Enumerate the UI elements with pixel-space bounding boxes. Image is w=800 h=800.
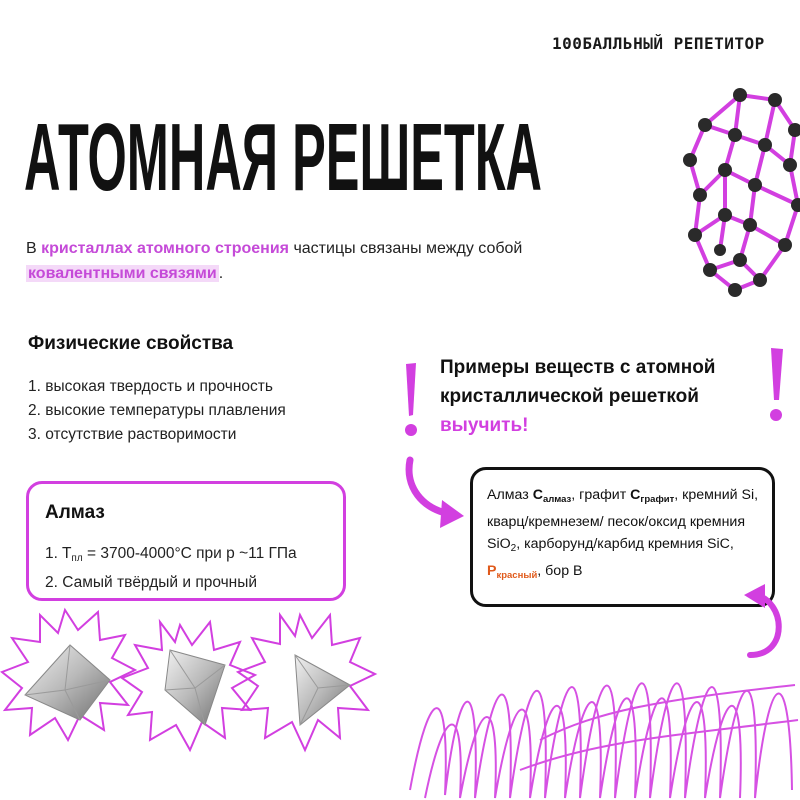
examples-text (487, 484, 767, 587)
melting-symbol: 1. T (45, 545, 72, 562)
ex-carborundum: , карборунд/карбид кремния SiC, (516, 536, 734, 552)
intro-text (26, 236, 546, 286)
brand-logo: 100БАЛЛЬНЫЙ РЕПЕТИТОР (552, 34, 765, 53)
ex-phosphorus-sub: красный (496, 570, 538, 581)
property-item: 2. высокие температуры плавления (28, 402, 286, 419)
diamond-properties (45, 542, 297, 595)
intro-part3: . (218, 265, 224, 282)
diamond-heading: Алмаз (45, 502, 105, 523)
fullerene-molecule-icon (680, 85, 800, 300)
ex-almaz: Алмаз (487, 487, 533, 503)
diamond-card (26, 481, 346, 601)
diamond-item-melting (45, 542, 297, 571)
diamond-3-icon (238, 615, 375, 750)
ex-c1: C (532, 487, 543, 503)
diamond-item-hardness: 2. Самый твёрдый и прочный (45, 574, 258, 591)
diamond-1-icon (2, 610, 135, 740)
ex-silicon: , кремний Si, кварц/кремнезем/ песок/оксид кремния SiO (487, 487, 759, 552)
examples-heading-text: Примеры веществ с атомной кристаллической решеткой (440, 357, 716, 407)
page-title (24, 96, 544, 200)
examples-heading (440, 353, 785, 440)
diamonds-illustration (0, 600, 380, 770)
ex-sio2-sub: 2 (510, 543, 517, 554)
learn-callout: выучить! (440, 415, 529, 436)
scribble-decoration-icon (400, 640, 800, 800)
arrow-to-examples-icon (400, 455, 480, 535)
exclamation-right-icon (762, 345, 792, 425)
properties-heading: Физические свойства (28, 333, 234, 354)
intro-part1: В (26, 240, 42, 257)
intro-highlight-covalent: ковалентными связями (28, 265, 217, 282)
ex-c1-sub: алмаз (542, 494, 572, 505)
ex-phosphorus: P (487, 563, 497, 579)
exclamation-left-icon (396, 360, 426, 440)
ex-c2-sub: графит (640, 494, 675, 505)
property-item: 1. высокая твердость и прочность (28, 378, 273, 395)
title-text: АТОМНАЯ РЕШЕТКА (24, 104, 542, 200)
ex-c2: C (630, 487, 641, 503)
ex-graphite: , графит (571, 487, 631, 503)
properties-list (28, 375, 286, 447)
melting-subscript: пл (71, 553, 83, 564)
title-graphic (24, 96, 544, 200)
diamond-2-icon (122, 622, 255, 750)
property-item: 3. отсутствие растворимости (28, 426, 237, 443)
intro-part2: частицы связаны между собой (289, 240, 523, 257)
melting-value: = 3700-4000°C при p ~11 ГПа (82, 545, 297, 562)
intro-highlight-atomic: кристаллах атомного строения (41, 240, 289, 257)
ex-boron: , бор B (537, 563, 583, 579)
